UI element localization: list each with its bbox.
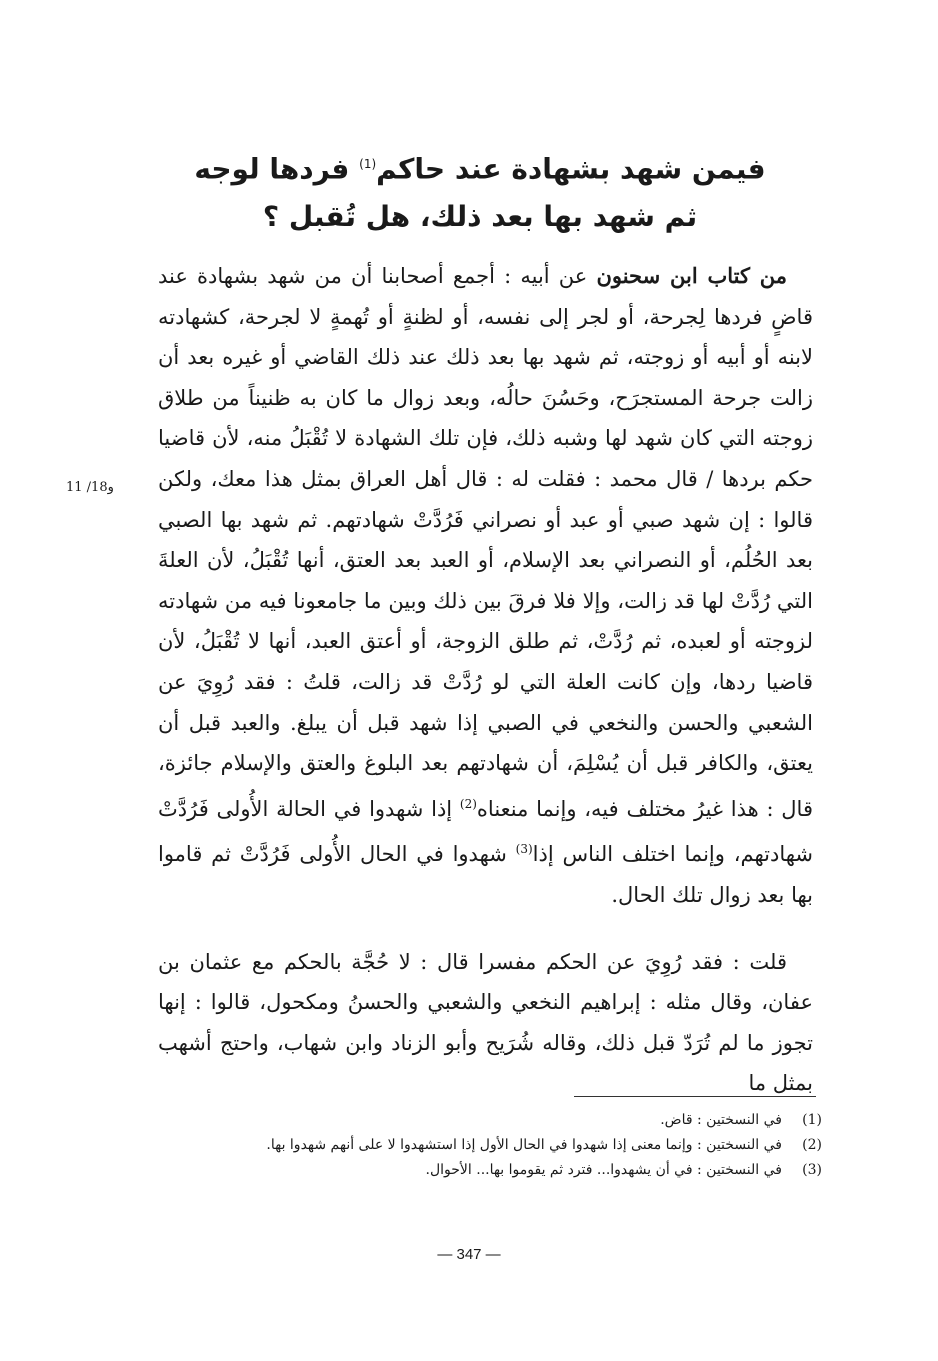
title-line-2: ثم شهد بها بعد ذلك، هل تُقبل ؟ [262,200,698,234]
body-text [158,256,813,1104]
paragraph-1-text-2: إذا شهدوا في الحالة الأُولى فَرُدَّتْ شهادتهم، وإنما اختلف الناس إذا [158,796,813,867]
footnote-number: (2) [802,1137,822,1153]
title-line-1 [150,140,810,193]
footnote-ref-2: (2) [459,796,477,811]
paragraph-1-text-3: شهدوا في الحال الأُولى فَرُدَّتْ ثم قاموا بها بعد زوال تلك الحال. [158,842,813,907]
source-citation: من كتاب ابن سحنون [596,263,787,288]
footnote-text: في النسختين : وإنما معنى إذا شهدوا في الحال الأول إذا استشهدوا لا على أنهم شهدوا بها. [266,1137,782,1153]
paragraph-1 [158,256,813,916]
footnote-number: (3) [802,1162,822,1178]
footnote-1 [160,1108,822,1133]
footnotes [160,1108,822,1183]
title-line-1-text: فيمن شهد بشهادة عند حاكم [376,152,766,186]
footnote-divider [574,1096,816,1097]
paragraph-1-text: عن أبيه : أجمع أصحابنا أن من شهد بشهادة عند قاضٍ فردها لِجرحة، أو لجر إلى نفسه، أو لظنةٍ أو تُهمةٍ لا لجرحة، كشهادته لابنه أو أبيه أو زوجته، ثم شهد بها بعد ذلك عند ذلك القاضي أو غيره بعد أن زالت جرحة المستجرَح، وحَسُنَ حالُه، وبعد زوال ما كان به ظنيناً من طلاق زوجته التي كان شهد لها وشبه ذلك، فإن تلك الشهادة لا تُقْبَلُ منه، لأن قاضيا حكم بردها / قال محمد : فقلت له : قال أهل العراق بمثل هذا معك، ولكن قالوا : إن شهد صبي أو عبد أو نصراني فَرُدَّتْ شهادتهم. ثم شهد بها الصبي بعد الحُلُم، أو النصراني بعد الإسلام، أو العبد بعد العتق، أنها تُقْبَلُ، لأن العلةَ التي رُدَّتْ لها قد زالت، وإلا فلا فرقَ بين ذلك وبين ما جامعونا فيه من شهادته لزوجته أو لعبده، ثم رُدَّتْ، ثم طلق الزوجة، أو أعتق العبد، أنها لا تُقْبَلُ، لأن قاضيا ردها، وإن كانت العلة التي لو رُدَّتْ قد زالت، قلتُ : فقد رُوِيَ عن الشعبي والحسن والنخعي في الصبي إذا شهد قبل أن يبلغ. والعبد قبل أن يعتق، والكافر قبل أن يُسْلِمَ، أن شهادتهم بعد البلوغ والعتق والإسلام جائزة، قال : هذا غيرُ مختلف فيه، وإنما منعناه [158,264,813,821]
manuscript-folio-note: 11 /18و [66,480,114,495]
footnote-text: في النسختين : في أن يشهدوا... فترد ثم يقوموا بها... الأحوال. [425,1162,782,1178]
footnote-number: (1) [802,1112,822,1128]
page-number: — 347 — [437,1246,501,1263]
paragraph-2: قلت : فقد رُوِيَ عن الحكم مفسرا قال : لا حُجَّة بالحكم مع عثمان بن عفان، وقال مثله : إبراهيم النخعي والشعبي والحسنُ ومكحول، قالوا : إنها تجوز ما لم تُرَدّ قبل ذلك، وقاله شُرَيح وأبو الزناد وابن شهاب، واحتج أشهب بمثل ما [158,949,813,1096]
footnote-text: في النسختين : قاض. [660,1112,782,1128]
footnote-ref-3: (3) [515,842,533,857]
chapter-title [150,140,810,241]
title-line-1-text-end: فردها لوجه [194,152,360,186]
footnote-2 [160,1133,822,1158]
footnote-ref-1: (1) [359,157,377,171]
footnote-3 [160,1158,822,1183]
